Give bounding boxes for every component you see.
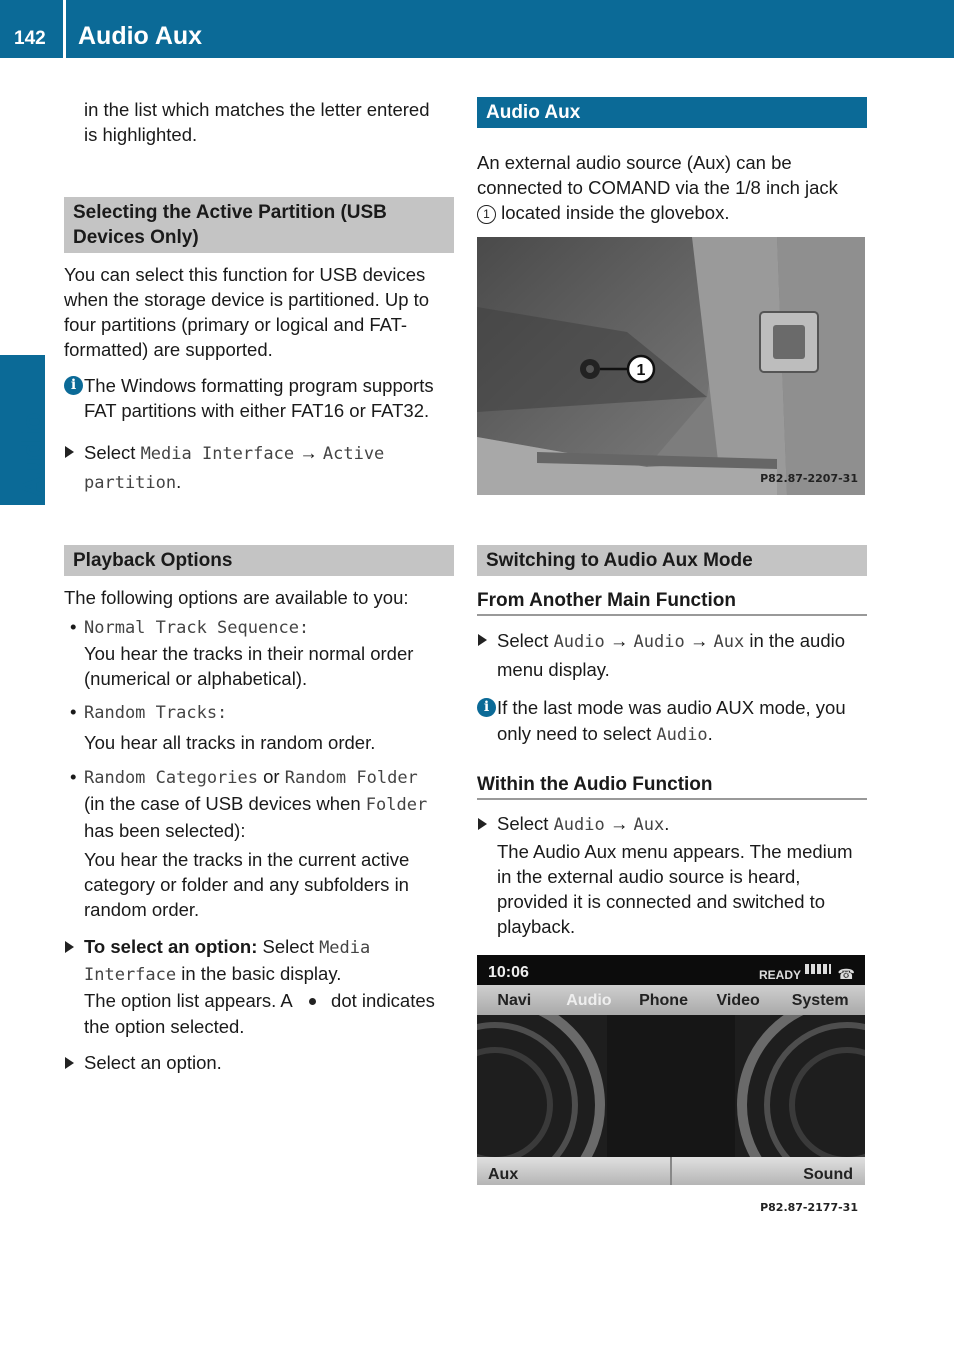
callout-1-icon: 1: [477, 205, 496, 224]
step-arrow-icon: [65, 446, 74, 458]
intro-text: in the list which matches the letter entered is highlighted.: [84, 99, 430, 145]
playback-step-choose: Select an option.: [64, 1050, 454, 1075]
screen-bottom-bar: [477, 1157, 865, 1185]
phone-icon: ☎: [837, 966, 855, 982]
aux-body: An external audio source (Aux) can be connected to COMAND via the 1/8 inch jack 1 located inside the glovebox.: [477, 152, 838, 223]
screen-main-menu: [477, 985, 865, 1015]
screen-tab-system: System: [791, 991, 849, 1009]
step-arrow-icon: [65, 941, 74, 953]
speaker-graphic: [477, 1015, 865, 1157]
screen-tab-phone: Phone: [639, 991, 688, 1009]
partition-step: Select Media Interface → Active partition.: [64, 439, 454, 497]
page-number: 142: [14, 28, 46, 49]
photo-reference-code: P82.87-2207-31: [760, 472, 858, 485]
partition-body: You can select this function for USB devices when the storage device is partitioned. Up to four partitions (primary or logical and FAT-formatted) are supported.: [64, 264, 430, 360]
svg-text:1: 1: [636, 362, 646, 379]
right-column: [477, 97, 867, 1217]
glovebox-photo: [477, 237, 865, 495]
signal-bars-icon: [805, 964, 831, 974]
page-header: [0, 0, 954, 58]
side-tab-label: Audio: [16, 412, 49, 498]
section-heading-audio-aux: Audio Aux: [477, 97, 867, 128]
section-heading-switching: Switching to Audio Aux Mode: [477, 545, 867, 576]
section-heading-partition: Selecting the Active Partition (USB Devices Only): [64, 197, 454, 253]
playback-option-random-categories: • Random Categories or Random Folder (in the case of USB devices when Folder has been selected): You hear the tracks in the current active category or folder and any subfolders in random order.: [70, 766, 428, 920]
subheading-another-function: From Another Main Function: [477, 588, 867, 616]
step-arrow-icon: [478, 634, 487, 646]
step-arrow-icon: [65, 1057, 74, 1069]
playback-option-random-tracks: • Random Tracks: You hear all tracks in random order.: [70, 701, 376, 753]
screen-tab-navi: Navi: [497, 991, 532, 1009]
left-column: [64, 97, 454, 1075]
partition-info-note: i The Windows formatting program supports FAT partitions with either FAT16 or FAT32.: [64, 373, 454, 423]
step-arrow-icon: [478, 818, 487, 830]
screen-time: 10:06: [488, 964, 529, 981]
switch-info-note: i If the last mode was audio AUX mode, you only need to select Audio.: [477, 695, 867, 748]
header-divider: [63, 0, 66, 58]
screen-tab-video: Video: [716, 991, 760, 1009]
playback-option-normal: • Normal Track Sequence: You hear the tracks in their normal order (numerical or alphabetical).: [70, 616, 414, 689]
playback-step-select: To select an option: Select Media Interface in the basic display. The option list appears. A dot indicates the option selected.: [64, 934, 454, 1040]
info-icon: i: [64, 376, 83, 395]
screen-status-bar: [477, 955, 865, 985]
switch-step-2: Select Audio → Aux. The Audio Aux menu appears. The medium in the external audio source is heard, provided it is connected and switched to playback.: [477, 811, 867, 939]
screen-status-text: READY: [758, 968, 801, 982]
info-icon: i: [477, 698, 496, 717]
screen-reference-code: P82.87-2177-31: [760, 1201, 858, 1214]
subheading-within-audio: Within the Audio Function: [477, 772, 867, 800]
page-title: Audio Aux: [78, 22, 203, 50]
comand-screen-image: [477, 955, 865, 1217]
screen-bottom-divider: [670, 1157, 672, 1185]
screen-tab-audio: Audio: [566, 991, 612, 1009]
playback-intro: The following options are available to you:: [64, 587, 409, 608]
section-heading-playback: Playback Options: [64, 545, 454, 576]
screen-sound-label: Sound: [803, 1166, 853, 1183]
glovebox-illustration: [477, 237, 865, 495]
selection-dot-icon: [309, 998, 316, 1005]
screen-aux-label: Aux: [488, 1166, 519, 1183]
switch-step-1: Select Audio → Audio → Aux in the audio menu display.: [477, 627, 867, 683]
